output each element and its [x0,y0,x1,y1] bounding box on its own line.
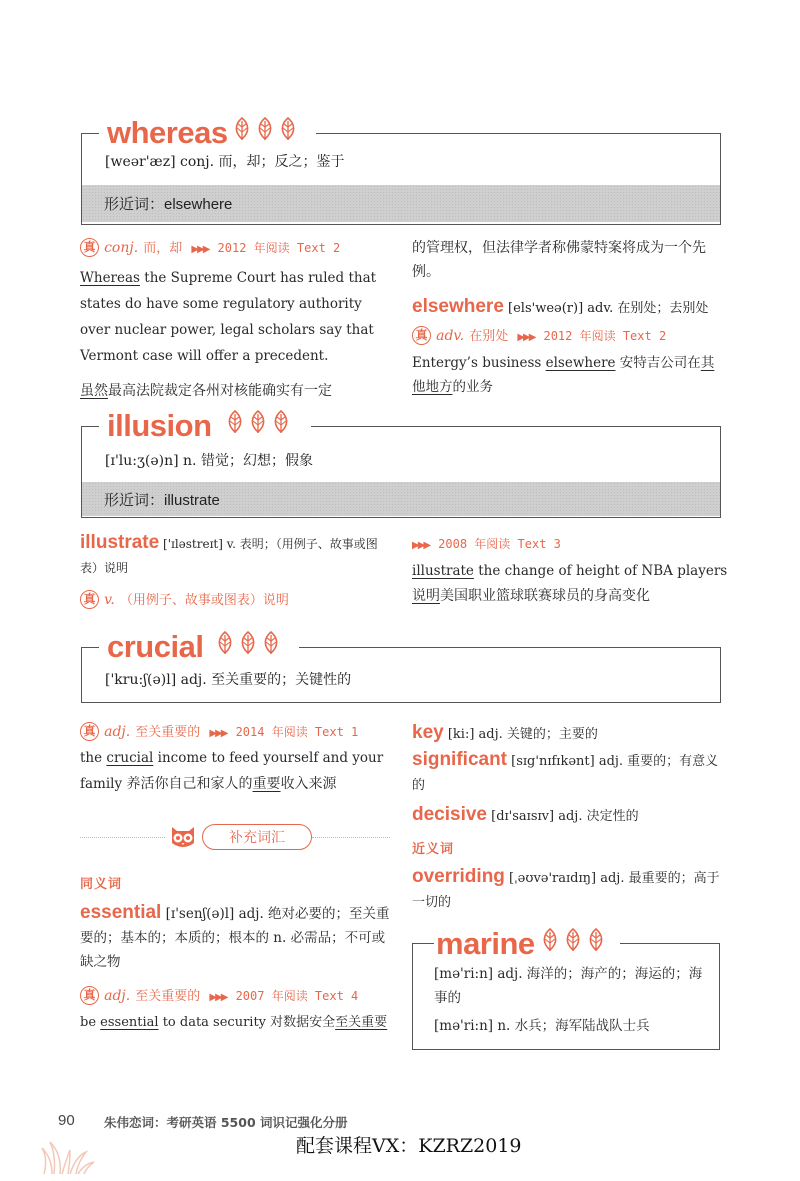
keyword-translation: 说明 [412,588,440,604]
arrow-icon: ▶▶▶ [191,244,209,255]
entry-essential [80,901,392,1035]
synonym-decisive [412,802,724,830]
pronunciation: [mə'ri:n] adj. 海洋的；海产的；海运的；海事的 [434,966,703,1006]
entry-marine [412,924,720,1050]
leaf-icon [215,631,235,655]
entry-illusion [81,406,721,518]
pronunciation: ['kru:ʃ(ə)l] adj. 至关重要的；关键性的 [105,672,352,688]
pronunciation: [ki:] adj. 关键的；主要的 [443,727,598,742]
example-english [80,265,390,369]
synonym-list [412,720,724,915]
arrow-icon: ▶▶▶ [517,332,535,343]
pronunciation: [ɪ'senʃ(ə)l] adj. 绝对必要的；至关重要的；基本的；本质的；根本的 n. 必需品；不可或缺之物 [80,906,390,970]
keyword-translation: 虽然 [80,383,108,399]
keyword-translation: 重要 [252,776,281,792]
star-leaves [540,928,606,952]
book-title: 朱伟恋词：考研英语 5500 词识记强化分册 [104,1115,348,1130]
illustrate-example [412,533,728,608]
headword: decisive [412,804,487,825]
sentence: the [80,750,107,766]
supplement-title: 补充词汇 [229,830,285,846]
pronunciation: [dɪ'saɪsɪv] adj. 决定性的 [487,809,639,824]
example-chinese [80,379,390,403]
star-leaves [215,631,281,655]
headword: essential [80,902,162,923]
crucial-example [80,720,392,797]
headword: elsewhere [412,296,504,317]
leaf-icon [248,410,268,434]
true-exam-badge-icon: 真 [80,590,99,609]
keyword: essential [100,1015,159,1030]
true-exam-badge-icon: 真 [80,238,99,257]
entry-elsewhere [412,296,724,399]
whereas-example [80,236,390,403]
keyword: Whereas [80,270,140,286]
headword: significant [412,749,508,770]
headword: marine [436,926,535,961]
near-overriding [412,865,724,915]
keyword-translation: 其他地方 [412,355,715,395]
pronunciation: [ɪ'lu:ʒ(ə)n] n. 错觉；幻想；假象 [105,453,313,469]
translation: 收入来源 [280,776,337,792]
example-english [80,1011,392,1035]
example-pos: v. [104,592,115,608]
sentence: income to feed yourself and your family [80,750,384,792]
translation: 养活你自己和家人的 [122,776,253,792]
example-source: 2007 年阅读 Text 4 [235,989,359,1003]
translation: 美国职业篮球联赛球员的身高变化 [440,588,650,604]
example-source: 2012 年阅读 Text 2 [217,241,341,255]
leaf-icon [540,928,560,952]
headword: crucial [107,629,204,664]
entry-crucial [81,627,721,703]
page-number: 90 [58,1112,75,1129]
example-source: 2008 年阅读 Text 3 [438,537,561,551]
dotted-rule [80,837,165,838]
leaf-icon [225,410,245,434]
star-leaves [225,410,291,434]
pronunciation: [sɪg'nɪfɪkənt] adj. 重要的；有意义的 [412,754,719,793]
translation: 对数据安全 [266,1015,336,1030]
entry-whereas [81,113,721,225]
arrow-icon: ▶▶▶ [209,992,227,1003]
example-meaning: 至关重要的 [135,989,201,1004]
headword: whereas [107,115,228,150]
headword: illustrate [80,532,160,553]
sentence: the Supreme Court has ruled that states do have some regulatory authority over nuclear power, legal scholars say that Vermont case will offer a precedent. [80,270,377,364]
headword: overriding [412,866,505,887]
synonym-key [412,720,724,748]
leaf-icon [271,410,291,434]
leaf-icon [563,928,583,952]
watermark: 配套课程VX：KZRZ2019 [296,1135,522,1157]
sentence: be [80,1015,101,1030]
synonym-significant [412,748,724,798]
keyword-translation: 至关重要 [335,1015,388,1030]
grass-icon [40,1140,96,1176]
synonym-badge: 同义词 [80,877,123,892]
leaf-icon [278,117,298,141]
example-meaning: 而，却 [143,241,183,256]
dotted-rule [312,837,390,838]
true-exam-badge-icon: 真 [80,722,99,741]
arrow-icon: ▶▶▶ [209,728,227,739]
box-left-edge [412,943,413,1050]
translation: 最高法院裁定各州对核能确实有一定 [108,383,332,399]
example-meaning: 在别处 [469,329,509,344]
leaf-icon [586,928,606,952]
example-meaning: （用例子、故事或图表）说明 [119,593,289,608]
example-meaning: 至关重要的 [135,725,201,740]
similar-words-band: 形近词：illustrate [82,482,720,516]
example-pos: conj. [104,240,139,256]
translation: 安特吉公司在 [615,355,701,371]
pronunciation: [els'weə(r)] adv. 在别处；去别处 [503,301,709,316]
example-source: 2012 年阅读 Text 2 [543,329,667,343]
keyword: illustrate [412,563,474,579]
true-exam-badge-icon: 真 [80,986,99,1005]
example-english [412,558,728,584]
example-pos: adv. [436,328,465,344]
keyword: elsewhere [545,355,616,371]
sentence: Entergy’s business [412,355,546,371]
example-source: 2014 年阅读 Text 1 [235,725,359,739]
sentence: to data security [158,1015,267,1030]
example-pos: adj. [104,724,131,740]
translation-continued: 的管理权，但法律学者称佛蒙特案将成为一个先例。 [412,240,706,280]
leaf-icon [255,117,275,141]
supplement-title-box [202,824,312,850]
owl-icon [168,823,198,851]
pronunciation: [ˌəʊvə'raɪdɪŋ] adj. 最重要的；高于一切的 [412,871,720,910]
supplement-header [80,822,390,852]
keyword: crucial [106,750,154,766]
pronunciation: [mə'ri:n] n. 水兵；海军陆战队士兵 [434,1018,650,1034]
sentence: the change of height of NBA players [473,563,728,579]
similar-words-band: 形近词：elsewhere [82,185,720,222]
star-leaves [232,117,298,141]
headword: illusion [107,408,212,443]
box-left-edge [81,647,82,703]
leaf-icon [261,631,281,655]
pronunciation: [weər'æz] conj. 而，却；反之；鉴于 [105,154,345,170]
entry-illustrate [80,531,392,612]
example-chinese [412,584,724,608]
headword: key [412,722,444,743]
arrow-icon: ▶▶▶ [412,540,430,551]
example-english [412,351,724,399]
true-exam-badge-icon: 真 [412,326,431,345]
leaf-icon [238,631,258,655]
leaf-icon [232,117,252,141]
example-pos: adj. [104,988,131,1004]
translation: 的业务 [452,379,493,395]
example-english [80,745,392,797]
pronunciation: ['ɪləstreɪt] v. 表明；（用例子、故事或图表）说明 [80,537,378,575]
whereas-translation-cont [412,236,722,284]
near-synonym-badge: 近义词 [412,842,455,857]
